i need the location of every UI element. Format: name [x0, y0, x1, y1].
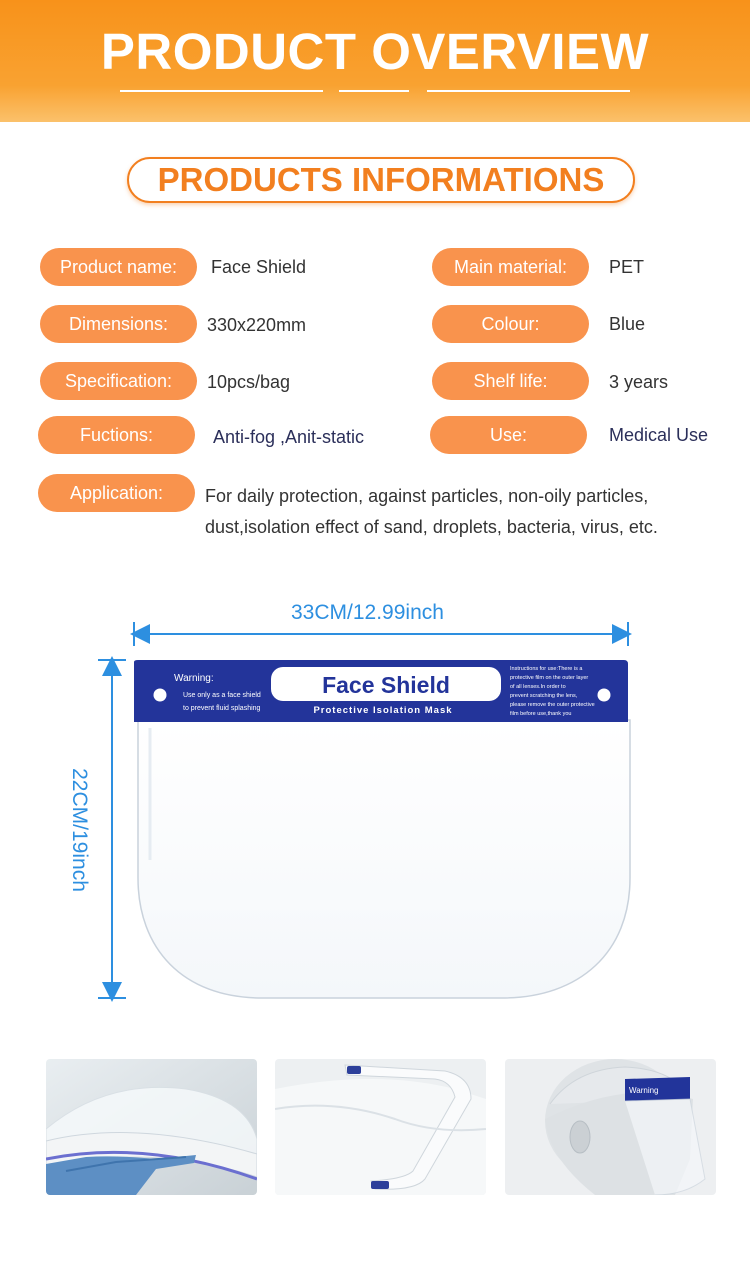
- label-product-name: Product name:: [40, 248, 197, 286]
- width-dimension-label: 33CM/12.99inch: [291, 601, 444, 624]
- value-specification: 10pcs/bag: [207, 372, 291, 392]
- label-fuctions: Fuctions:: [38, 416, 195, 454]
- headband-instr-6: film before use,thank you: [510, 711, 572, 717]
- headband-title: Face Shield: [322, 672, 450, 698]
- label-dimensions: Dimensions:: [40, 305, 197, 343]
- label-shelf-life: Shelf life:: [432, 362, 589, 400]
- headband-instr-5: please remove the outer protective: [510, 702, 595, 708]
- headband-subtitle: Protective Isolation Mask: [313, 705, 453, 716]
- value-shelf-life: 3 years: [609, 372, 669, 392]
- headband-warning-title: Warning:: [174, 673, 214, 684]
- headband-warning-line-1: Use only as a face shield: [183, 692, 261, 699]
- headband-instr-2: protective film on the outer layer: [510, 675, 589, 681]
- application-line-1: For daily protection, against particles, non-oily particles,: [205, 486, 649, 506]
- application-line-2: dust,isolation effect of sand, droplets, bacteria, virus, etc.: [205, 517, 658, 537]
- page-title: PRODUCT OVERVIEW: [100, 23, 650, 80]
- headband-hole-right: [598, 689, 611, 702]
- label-specification: Specification:: [40, 362, 197, 400]
- photo-hand-holding-shield: [46, 1059, 257, 1195]
- value-use: Medical Use: [609, 425, 709, 445]
- value-dimensions: 330x220mm: [207, 315, 307, 335]
- photo-mannequin-svg: [505, 1059, 716, 1195]
- headband-instr-4: prevent scratching the lens,: [510, 693, 578, 699]
- photo-hand-svg: [46, 1059, 257, 1195]
- section-heading: PRODUCTS INFORMATIONS: [127, 157, 635, 203]
- label-colour: Colour:: [432, 305, 589, 343]
- headband-warning-line-2: to prevent fluid splashing: [183, 705, 261, 712]
- value-fuctions: Anti-fog ,Anit-static: [213, 427, 365, 447]
- photo-headband-svg: [275, 1059, 486, 1195]
- label-application: Application:: [38, 474, 195, 512]
- photo-headband-closeup: [275, 1059, 486, 1195]
- photo-mannequin-wearing-shield: [505, 1059, 716, 1195]
- label-use: Use:: [430, 416, 587, 454]
- shield-lens: [138, 720, 630, 998]
- headband-hole-left: [154, 689, 167, 702]
- headband-instr-1: Instructions for use:There is a: [510, 666, 583, 672]
- height-dimension-label: 22CM/19inch: [68, 768, 91, 892]
- headband-instr-3: of all lenses.In order to: [510, 684, 566, 690]
- value-product-name: Face Shield: [211, 257, 307, 277]
- label-main-material: Main material:: [432, 248, 589, 286]
- value-main-material: PET: [609, 257, 645, 277]
- mannequin-band-text: Warning: [629, 1086, 659, 1095]
- value-colour: Blue: [609, 314, 646, 334]
